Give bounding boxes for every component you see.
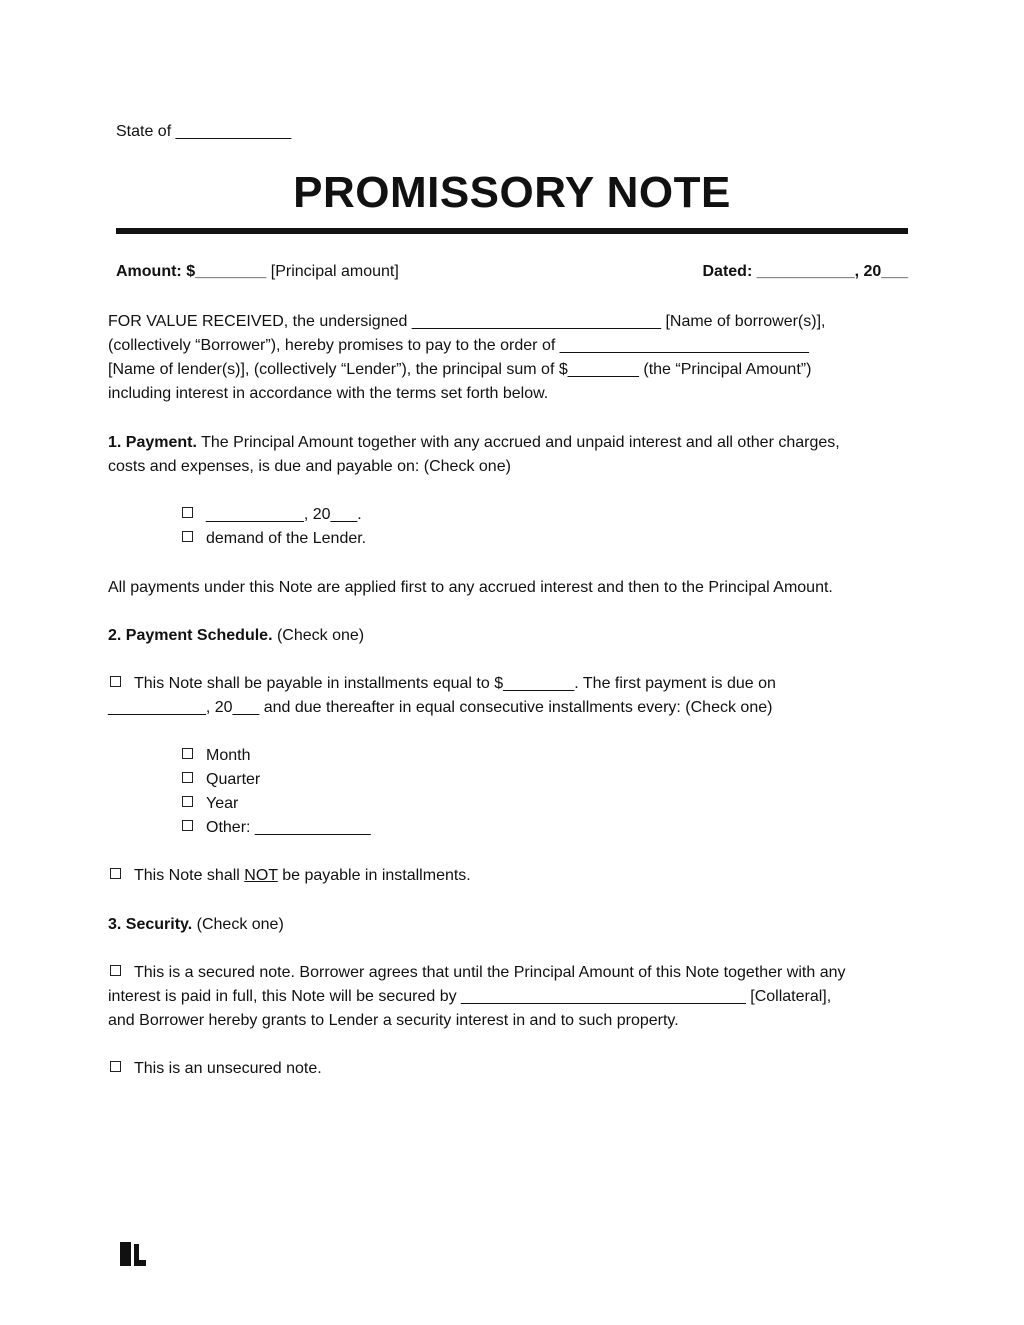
state-of-line: State of _____________ (116, 123, 292, 140)
section-3-heading-suffix: (Check one) (192, 916, 284, 933)
checkbox[interactable] (110, 868, 121, 879)
payment-option-demand (182, 527, 366, 551)
secured-line-1: This is a secured note. Borrower agrees that until the Principal Amount of this Note together with any (134, 964, 846, 981)
section-1-line-1 (108, 431, 840, 455)
intro-line-2: (collectively “Borrower”), hereby promises to pay to the order of ____________________________ (108, 337, 809, 354)
payment-application-note: All payments under this Note are applied first to any accrued interest and then to the Principal Amount. (108, 579, 833, 596)
payment-option-date (182, 503, 362, 527)
document-title: PROMISSORY NOTE (293, 168, 731, 217)
checkbox[interactable] (182, 820, 193, 831)
payment-option-demand-label: demand of the Lender. (206, 530, 367, 547)
unsecured-label: This is an unsecured note. (134, 1060, 322, 1077)
title-divider (116, 228, 908, 234)
installments-line-2: ___________, 20___ and due thereafter in equal consecutive installments every: (Check one) (108, 699, 773, 716)
not-installments-pre: This Note shall (134, 867, 245, 884)
checkbox[interactable] (110, 965, 121, 976)
checkbox[interactable] (182, 748, 193, 759)
checkbox[interactable] (182, 507, 193, 518)
frequency-option-other (182, 816, 371, 840)
frequency-option-year (182, 792, 238, 816)
intro-line-1: FOR VALUE RECEIVED, the undersigned ____________________________ [Name of borrower(s)], (108, 313, 826, 330)
section-2-heading-suffix: (Check one) (272, 627, 365, 644)
amount-hint: [Principal amount] (266, 263, 399, 280)
section-2-heading-line (108, 624, 364, 648)
frequency-option-month (182, 744, 250, 768)
intro-line-4: including interest in accordance with the terms set forth below. (108, 385, 549, 402)
checkbox[interactable] (110, 1061, 121, 1072)
frequency-month-label: Month (206, 747, 251, 764)
installments-line-1: This Note shall be payable in installments equal to $________. The first payment is due on (134, 675, 776, 692)
checkbox[interactable] (182, 796, 193, 807)
section-2-heading: 2. Payment Schedule. (108, 627, 273, 644)
section-1-line-2: costs and expenses, is due and payable on: (Check one) (108, 458, 511, 475)
section-1-text: The Principal Amount together with any accrued and unpaid interest and all other charges, (196, 434, 840, 451)
frequency-quarter-label: Quarter (206, 771, 261, 788)
section-1-heading: 1. Payment. (108, 434, 197, 451)
checkbox[interactable] (110, 676, 121, 687)
section-3-heading: 3. Security. (108, 916, 193, 933)
frequency-other-label: Other: _____________ (206, 819, 371, 836)
amount-label: Amount: $________ (116, 263, 267, 280)
installments-option (110, 672, 776, 696)
amount-field (116, 260, 399, 284)
secured-note-option (110, 961, 845, 985)
intro-line-3: [Name of lender(s)], (collectively “Lender”), the principal sum of $________ (the “Principal Amount”) (108, 361, 812, 378)
not-emphasis: NOT (244, 867, 278, 884)
not-installments-post: be payable in installments. (277, 867, 471, 884)
payment-option-date-label: ___________, 20___. (206, 506, 362, 523)
frequency-year-label: Year (206, 795, 239, 812)
frequency-option-quarter (182, 768, 260, 792)
secured-line-3: and Borrower hereby grants to Lender a security interest in and to such property. (108, 1012, 679, 1029)
brand-logo-icon (120, 1242, 146, 1266)
checkbox[interactable] (182, 531, 193, 542)
secured-line-2: interest is paid in full, this Note will be secured by ________________________________ [Collateral], (108, 988, 832, 1005)
dated-field: Dated: ___________, 20___ (702, 263, 908, 280)
section-3-heading-line (108, 913, 284, 937)
unsecured-note-option (110, 1057, 322, 1081)
not-installments-option (110, 864, 471, 888)
checkbox[interactable] (182, 772, 193, 783)
